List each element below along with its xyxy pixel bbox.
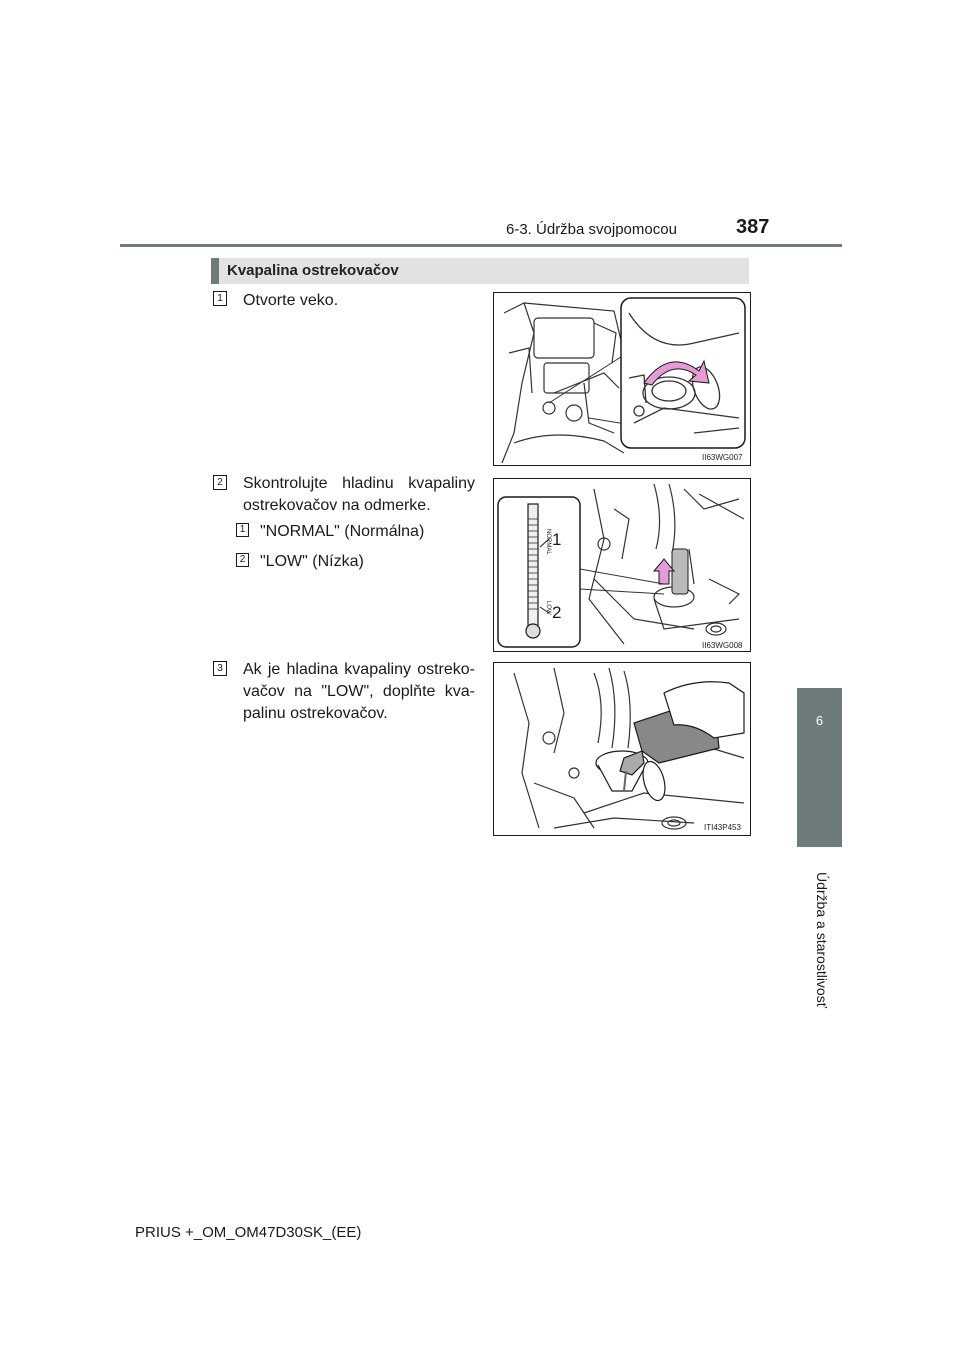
chapter-tab	[797, 688, 842, 847]
section-title: Kvapalina ostrekovačov	[227, 262, 399, 279]
closeup-inset	[621, 298, 745, 448]
refill-illustration	[494, 663, 750, 835]
step-text-2: Skontrolujte hladinu kvapaliny ostrekovačov na odmerke.	[243, 475, 475, 514]
figure-dipstick	[493, 478, 751, 652]
engine-bay-illustration	[494, 293, 750, 465]
up-arrow	[654, 559, 674, 584]
running-header-section: 6-3. Údržba svojpomocou	[506, 221, 677, 238]
dipstick-low-label: LOW	[545, 601, 551, 615]
section-heading-bar	[211, 258, 749, 284]
sub-badge-2: 2	[236, 553, 249, 567]
figure-code-1: II63WG007	[702, 453, 743, 462]
dipstick-illustration	[494, 479, 750, 651]
step-badge-3: 3	[213, 661, 227, 676]
footer-doc-code: PRIUS +_OM_OM47D30SK_(EE)	[135, 1224, 362, 1241]
page-number: 387	[736, 216, 770, 238]
step-badge-1: 1	[213, 291, 227, 306]
chapter-number: 6	[815, 713, 824, 728]
sub-item-normal: "NORMAL" (Normálna)	[260, 523, 425, 540]
callout-1: 1	[552, 530, 562, 549]
sub-item-low: "LOW" (Nízka)	[260, 553, 364, 570]
section-stripe	[211, 258, 219, 284]
step-badge-2: 2	[213, 475, 227, 490]
step-text-1: Otvorte veko.	[243, 292, 339, 309]
callout-2: 2	[552, 603, 562, 622]
figure-code-2: II63WG008	[702, 641, 743, 650]
chapter-label: Údržba a starostlivosť	[814, 872, 830, 1008]
dipstick	[528, 504, 538, 629]
figure-refill	[493, 662, 751, 836]
dipstick-normal-label: NORMAL	[545, 529, 551, 555]
step-text-3: Ak je hladina kvapaliny ostreko-vačov na "LOW", doplňte kva-palinu ostrekovačov.	[243, 661, 475, 722]
figure-code-3: ITI43P453	[704, 823, 741, 832]
figure-open-cap	[493, 292, 751, 466]
header-rule	[120, 244, 842, 247]
dipstick-inset	[498, 497, 580, 647]
sub-badge-1: 1	[236, 523, 249, 537]
